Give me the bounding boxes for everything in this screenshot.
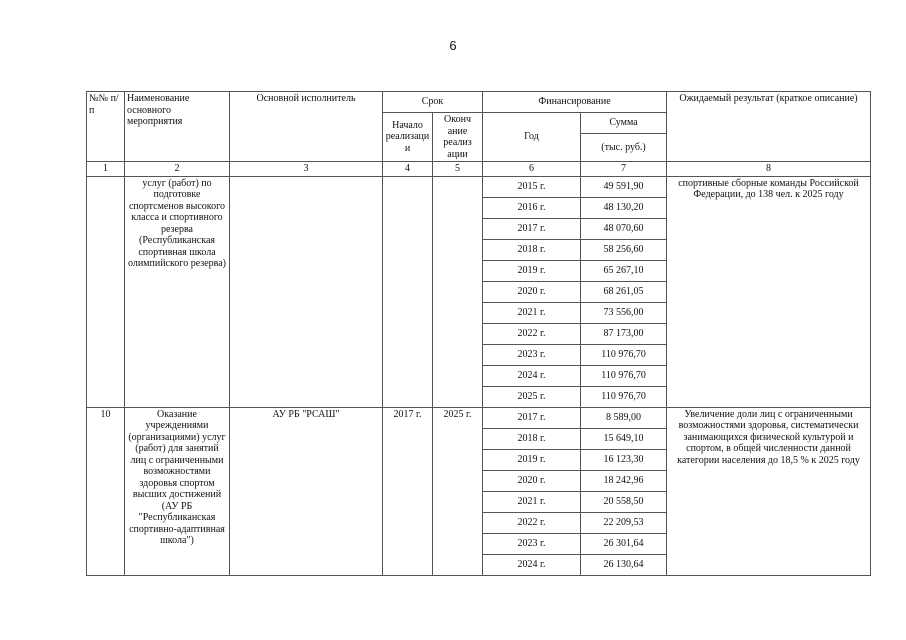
funding-sum: 15 649,10 [581,428,667,449]
header-executor: Основной исполнитель [230,92,383,162]
funding-year: 2021 г. [483,302,581,323]
funding-sum: 87 173,00 [581,323,667,344]
funding-sum: 20 558,50 [581,491,667,512]
header-num: №№ п/п [87,92,125,162]
funding-sum: 110 976,70 [581,386,667,407]
program-table [86,91,871,576]
end-year: 2025 г. [433,407,483,575]
funding-year: 2024 г. [483,365,581,386]
activity-name: Оказание учреждениями (организациями) услуг (работ) для занятий лиц с ограниченными возможностями здоровья спортом высших достижений (АУ РБ "Республиканская спортивно-адаптивная школа") [125,407,230,575]
end-year [433,176,483,407]
header-result: Ожидаемый результат (краткое описание) [667,92,871,162]
column-number: 6 [483,162,581,177]
row-number: 10 [87,407,125,575]
funding-year: 2016 г. [483,197,581,218]
executor: АУ РБ "РСАШ" [230,407,383,575]
funding-sum: 16 123,30 [581,449,667,470]
funding-sum: 26 130,64 [581,554,667,575]
executor [230,176,383,407]
funding-sum: 48 130,20 [581,197,667,218]
funding-year: 2018 г. [483,428,581,449]
column-number: 8 [667,162,871,177]
funding-year: 2023 г. [483,344,581,365]
header-sum-unit: (тыс. руб.) [581,134,667,162]
column-number: 4 [383,162,433,177]
header-start: Начало реализаци и [383,113,433,162]
funding-year: 2024 г. [483,554,581,575]
funding-year: 2020 г. [483,281,581,302]
funding-year: 2017 г. [483,218,581,239]
funding-year: 2022 г. [483,512,581,533]
funding-sum: 68 261,05 [581,281,667,302]
expected-result: Увеличение доли лиц с ограниченными возможностями здоровья, систематически занимающихся физической культурой и спортом, в общей численности данной категории населения до 18,5 % к 2025 году [667,407,871,575]
funding-sum: 73 556,00 [581,302,667,323]
funding-year: 2015 г. [483,176,581,197]
funding-year: 2023 г. [483,533,581,554]
start-year [383,176,433,407]
funding-year: 2020 г. [483,470,581,491]
header-sum: Сумма [581,113,667,134]
column-number: 7 [581,162,667,177]
funding-year: 2018 г. [483,239,581,260]
funding-year: 2019 г. [483,449,581,470]
expected-result: спортивные сборные команды Российской Федерации, до 138 чел. к 2025 году [667,176,871,407]
column-number: 2 [125,162,230,177]
funding-sum: 48 070,60 [581,218,667,239]
header-term: Срок [383,92,483,113]
column-number: 5 [433,162,483,177]
funding-sum: 49 591,90 [581,176,667,197]
funding-year: 2017 г. [483,407,581,428]
funding-year: 2019 г. [483,260,581,281]
start-year: 2017 г. [383,407,433,575]
funding-sum: 18 242,96 [581,470,667,491]
funding-year: 2022 г. [483,323,581,344]
funding-sum: 65 267,10 [581,260,667,281]
funding-year: 2025 г. [483,386,581,407]
funding-year: 2021 г. [483,491,581,512]
funding-sum: 8 589,00 [581,407,667,428]
funding-sum: 26 301,64 [581,533,667,554]
header-financing: Финансирование [483,92,667,113]
funding-sum: 58 256,60 [581,239,667,260]
row-number [87,176,125,407]
funding-sum: 22 209,53 [581,512,667,533]
funding-sum: 110 976,70 [581,344,667,365]
activity-name: услуг (работ) по подготовке спортсменов высокого класса и спортивного резерва (Республиканская спортивная школа олимпийского резерва) [125,176,230,407]
header-year: Год [483,113,581,162]
column-number: 1 [87,162,125,177]
funding-sum: 110 976,70 [581,365,667,386]
column-number: 3 [230,162,383,177]
header-name: Наименование основного мероприятия [125,92,230,162]
page-number: 6 [449,38,457,53]
header-end: Оконч ание реализ ации [433,113,483,162]
